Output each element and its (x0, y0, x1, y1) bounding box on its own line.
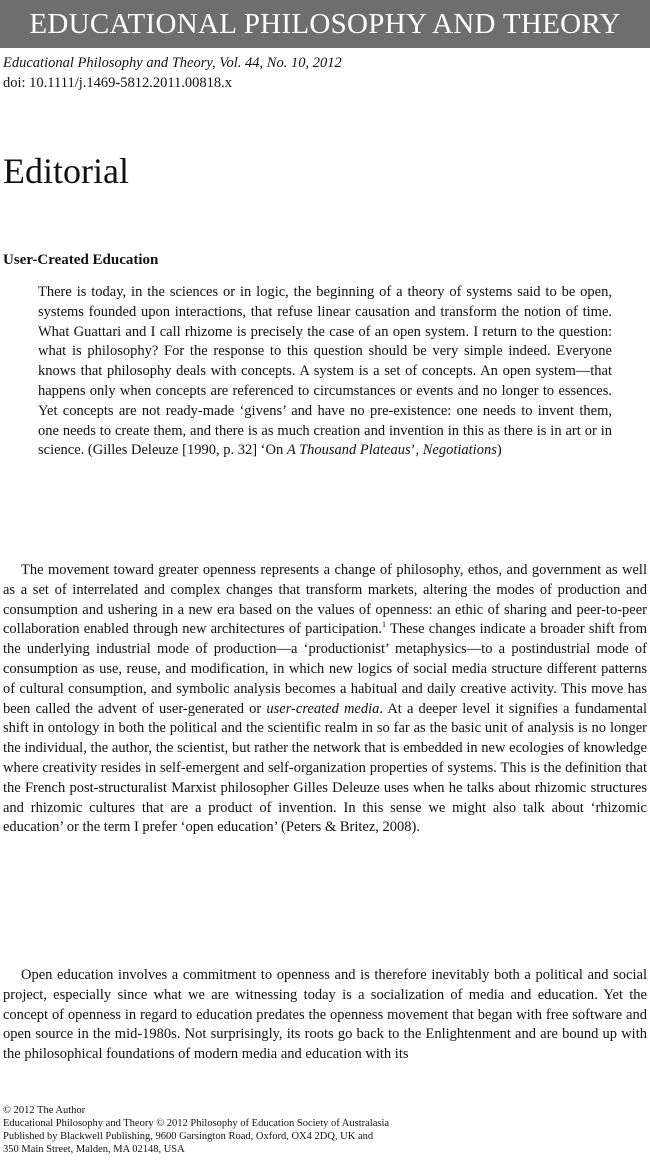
epigraph-quote (38, 283, 612, 461)
body-paragraph-2: Open education involves a commitment to openness and is therefore inevitably both a political and social project, especially since what we are witnessing today is a socialization of media and education. Yet the concept of openness in regard to education predates the openness movement that began with free software and open source in the mid-1980s. Not surprisingly, its roots go back to the Enlightenment and are bound up with the philosophical foundations of modern media and education with its (3, 967, 647, 1063)
p1-text-c: . At a deeper level it signifies a fundamental shift in ontology in both the political and the scientific realm in so far as the basic unit of analysis is no longer the individual, the author, the scientist, but rather the network that is embedded in new ecologies of knowledge where creativity resides in self-emergent and self-organization properties of systems. This is the definition that the French post-structuralist Marxist philosopher Gilles Deleuze uses when he talks about rhizomic structures and rhizomic cultures that are a product of invention. In this sense we might also talk about ‘rhizomic education’ or the term I prefer ‘open education’ (Peters & Britez, 2008). (3, 700, 647, 836)
footer-line-4: 350 Main Street, Malden, MA 02148, USA (3, 1144, 185, 1155)
footer-line-3: Published by Blackwell Publishing, 9600 Garsington Road, Oxford, OX4 2DQ, UK and (3, 1131, 374, 1142)
quote-after-title: ’, (410, 442, 423, 459)
p1-text-a: The movement toward greater openness represents a change of philosophy, ethos, and government as well as a set of interrelated and complex changes that transform markets, altering the modes of production and consumption and ushering in a new era based on the values of openness: an ethic of sharing and peer-to-peer collaboration enabled through new architectures of participation. (3, 562, 647, 638)
citation-block (3, 54, 643, 93)
journal-citation: Educational Philosophy and Theory, Vol. 44, No. 10, 2012 (3, 55, 342, 71)
footnote-ref[interactable]: 1 (382, 620, 387, 630)
quote-text: There is today, in the sciences or in logic, the beginning of a theory of systems said to be open, systems founded upon interactions, that refuse linear causation and transform the notion of time. What Guattari and I call rhizome is precisely the case of an open system. I return to the question: what is philosophy? For the response to this question should be very simple indeed. Everyone knows that philosophy deals with concepts. A system is a set of concepts. An open system—that happens only when concepts are referenced to circumstances or events and no longer to essences. Yet concepts are not ready-made ‘givens’ and have no pre-existence: one needs to invent them, one needs to create them, and there is as much creation and invention in this as there is in art or in science. (Gilles Deleuze [1990, p. 32] ‘On (38, 284, 612, 459)
quote-italic-source: Negotiations (422, 442, 497, 459)
page-title: Editorial (3, 151, 129, 191)
p1-italic: user-created media (266, 700, 380, 717)
quote-closing: ) (496, 442, 502, 459)
copyright-footer (3, 1104, 643, 1156)
quote-italic-title: A Thousand Plateaus (286, 442, 411, 459)
journal-banner: EDUCATIONAL PHILOSOPHY AND THEORY (0, 0, 650, 48)
footer-line-2: Educational Philosophy and Theory © 2012 Philosophy of Education Society of Australasia (3, 1118, 390, 1129)
body-paragraph-1 (3, 561, 647, 838)
section-heading: User-Created Education (3, 252, 159, 268)
p1-text-b: These changes indicate a broader shift from the underlying industrial mode of production—a ‘productionist’ metaphysics—to a postindustrial mode of consumption as use, reuse, and modification, in which new logics of social media structure different patterns of cultural consumption, and symbolic analysis becomes a habitual and daily creative activity. This move has been called the advent of user-generated or (3, 621, 647, 717)
doi: doi: 10.1111/j.1469-5812.2011.00818.x (3, 74, 233, 91)
footer-line-1: © 2012 The Author (3, 1105, 86, 1116)
